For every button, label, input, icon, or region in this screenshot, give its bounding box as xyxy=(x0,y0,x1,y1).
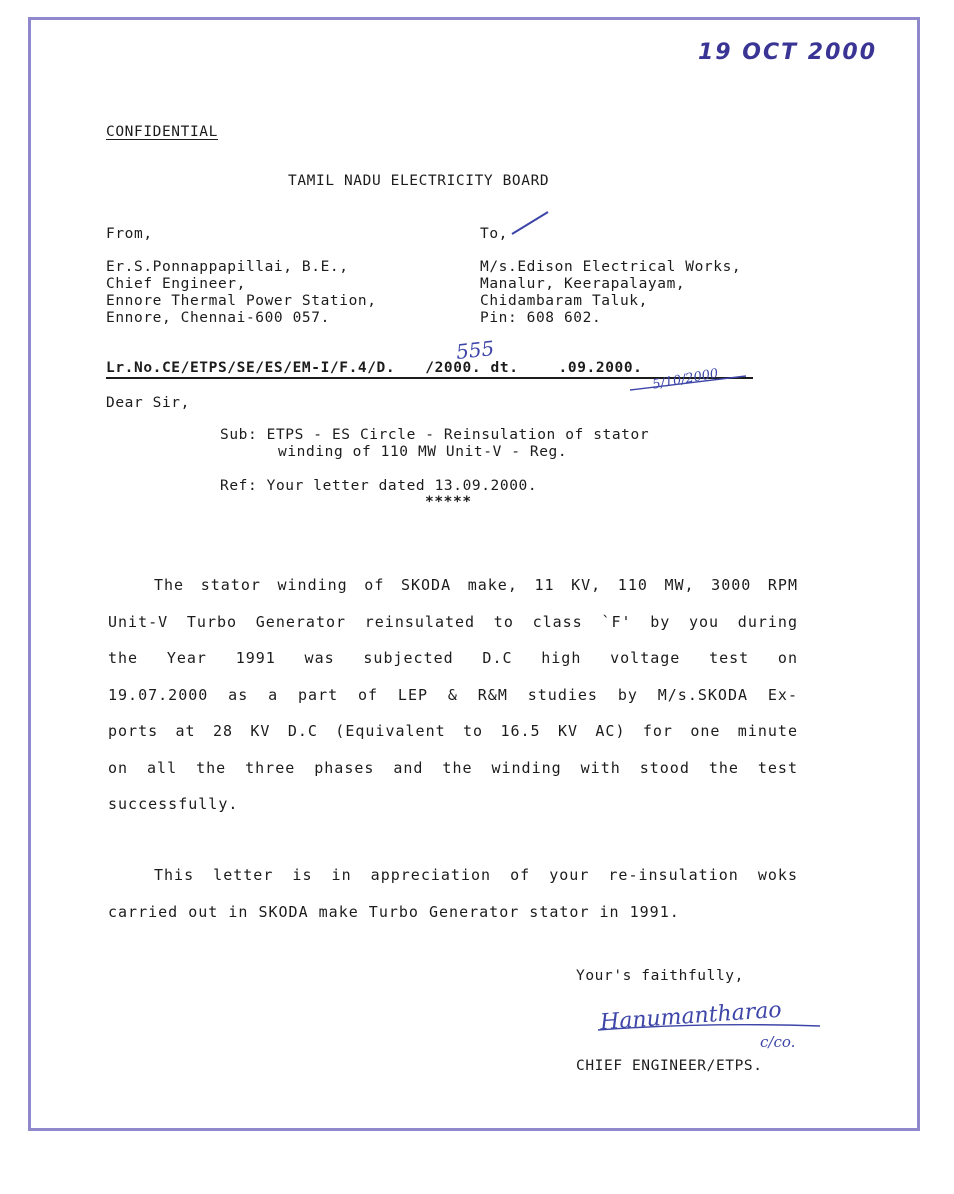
recipient-line: Pin: 608 602. xyxy=(480,310,602,326)
handwritten-dispatch-number: 555 xyxy=(454,336,496,364)
from-label: From, xyxy=(106,226,153,242)
closing: Your's faithfully, xyxy=(576,968,744,984)
paragraph-2 xyxy=(108,857,798,930)
ref-date: .09.2000. xyxy=(558,360,643,376)
organization-name: TAMIL NADU ELECTRICITY BOARD xyxy=(288,173,550,189)
paragraph-line: The stator winding of SKODA make, 11 KV, 110 MW, 3000 RPM xyxy=(154,576,798,594)
ref-no-prefix: Lr.No.CE/ETPS/SE/ES/EM-I/F.4/D. xyxy=(106,360,396,376)
paragraph-line: successfully. xyxy=(108,795,239,813)
salutation: Dear Sir, xyxy=(106,395,190,411)
received-date-stamp: 19 OCT 2000 xyxy=(698,40,878,65)
signature: Hanumantharao xyxy=(599,997,783,1036)
sender-line: Chief Engineer, xyxy=(106,276,246,292)
sender-address xyxy=(106,259,377,327)
recipient-line: Chidambaram Taluk, xyxy=(480,293,648,309)
separator: ***** xyxy=(425,494,472,510)
subject-line-1: Sub: ETPS - ES Circle - Reinsulation of stator xyxy=(220,427,650,443)
handwritten-strike xyxy=(628,372,748,394)
to-label: To, xyxy=(480,226,508,242)
recipient-line: Manalur, Keerapalayam, xyxy=(480,276,686,292)
signature-note: c/co. xyxy=(760,1033,796,1051)
ref-no-suffix: /2000. dt. xyxy=(425,360,519,376)
sender-line: Ennore Thermal Power Station, xyxy=(106,293,377,309)
paragraph-line: This letter is in appreciation of your re-insulation woks xyxy=(154,866,798,884)
confidential-heading: CONFIDENTIAL xyxy=(106,124,218,140)
subject-line-2: winding of 110 MW Unit-V - Reg. xyxy=(278,444,568,460)
sender-line: Er.S.Ponnappapillai, B.E., xyxy=(106,259,349,275)
sender-line: Ennore, Chennai-600 057. xyxy=(106,310,330,326)
signature-underline xyxy=(596,1020,822,1034)
tick-mark xyxy=(508,208,552,238)
paragraph-line: the Year 1991 was subjected D.C high voltage test on xyxy=(108,649,798,667)
designation: CHIEF ENGINEER/ETPS. xyxy=(576,1058,763,1074)
paragraph-line: Unit-V Turbo Generator reinsulated to class `F' by you during xyxy=(108,612,798,631)
paragraph-1 xyxy=(108,567,798,823)
paragraph-line: 19.07.2000 as a part of LEP & R&M studies by M/s.SKODA Ex- xyxy=(108,685,798,704)
paragraph-line: on all the three phases and the winding with stood the test xyxy=(108,758,798,777)
reference-line: Ref: Your letter dated 13.09.2000. xyxy=(220,478,538,494)
recipient-line: M/s.Edison Electrical Works, xyxy=(480,259,742,275)
paragraph-line: carried out in SKODA make Turbo Generator stator in 1991. xyxy=(108,902,680,921)
recipient-address xyxy=(480,259,741,327)
handwritten-date: 5/10/2000 xyxy=(651,366,720,393)
paragraph-line: ports at 28 KV D.C (Equivalent to 16.5 KV AC) for one minute xyxy=(108,722,798,740)
